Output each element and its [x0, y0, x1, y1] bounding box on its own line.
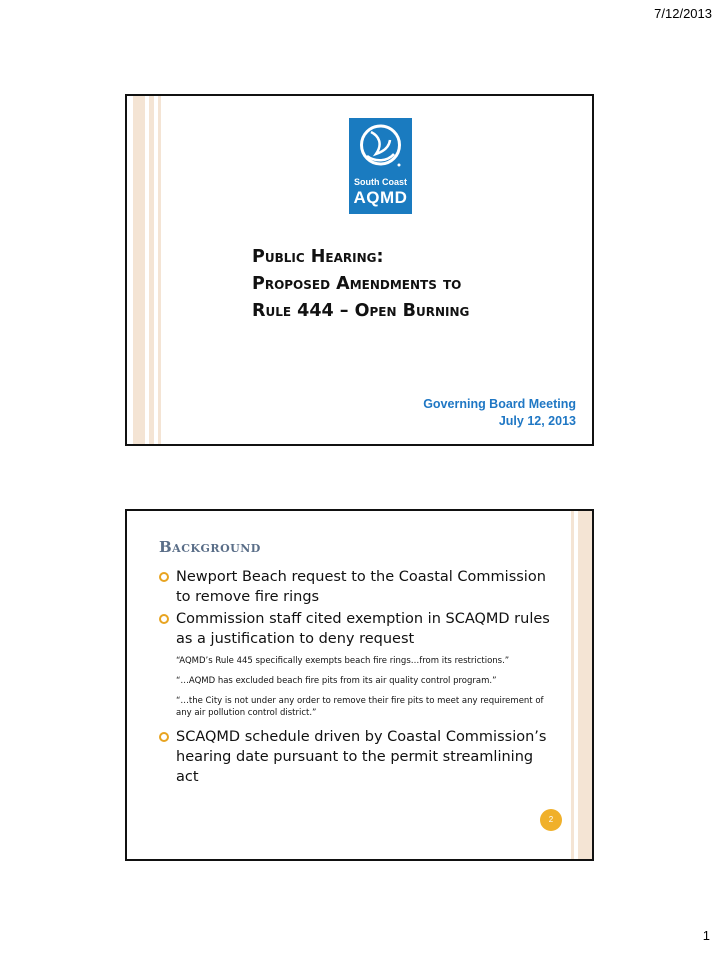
bullet-item: Newport Beach request to the Coastal Commission to remove fire rings [159, 567, 559, 607]
meeting-name: Governing Board Meeting [423, 397, 576, 411]
bullet-circle-icon [159, 732, 169, 742]
logo-text-south-coast: South Coast [354, 177, 407, 187]
quote-1: “AQMD’s Rule 445 specifically exempts beach fire rings…from its restrictions.” [176, 656, 510, 666]
slide-title [125, 94, 594, 446]
slide-content [159, 567, 559, 789]
page-date: 7/12/2013 [654, 6, 712, 21]
meeting-info [423, 396, 576, 430]
quote-3: “…the City is not under any order to remove their fire pits to meet any requirement of any air pollution control district.” [176, 696, 544, 718]
slide-number-badge: 2 [540, 809, 562, 831]
title-line-3: Rule 444 – Open Burning [252, 301, 470, 321]
bullet-item: SCAQMD schedule driven by Coastal Commission’s hearing date pursuant to the permit streamlining act [159, 727, 559, 787]
bullet-circle-icon [159, 614, 169, 624]
meeting-date: July 12, 2013 [498, 414, 576, 428]
section-heading: Background [159, 538, 261, 556]
aqmd-logo [349, 118, 412, 214]
logo-text-aqmd: AQMD [353, 188, 408, 207]
bullet-circle-icon [159, 572, 169, 582]
slide-title-text [252, 244, 582, 325]
slide-background [125, 509, 594, 861]
title-line-1: Public Hearing: [252, 247, 384, 267]
decorative-stripes-right [562, 511, 592, 859]
page-number: 1 [702, 928, 710, 943]
title-line-2: Proposed Amendments to [252, 274, 462, 294]
quote-2: “…AQMD has excluded beach fire pits from its air quality control program.” [176, 676, 497, 686]
bullet-item: Commission staff cited exemption in SCAQMD rules as a justification to deny request [159, 609, 559, 649]
logo-emblem-icon [349, 118, 412, 174]
decorative-stripes-left [127, 96, 167, 444]
